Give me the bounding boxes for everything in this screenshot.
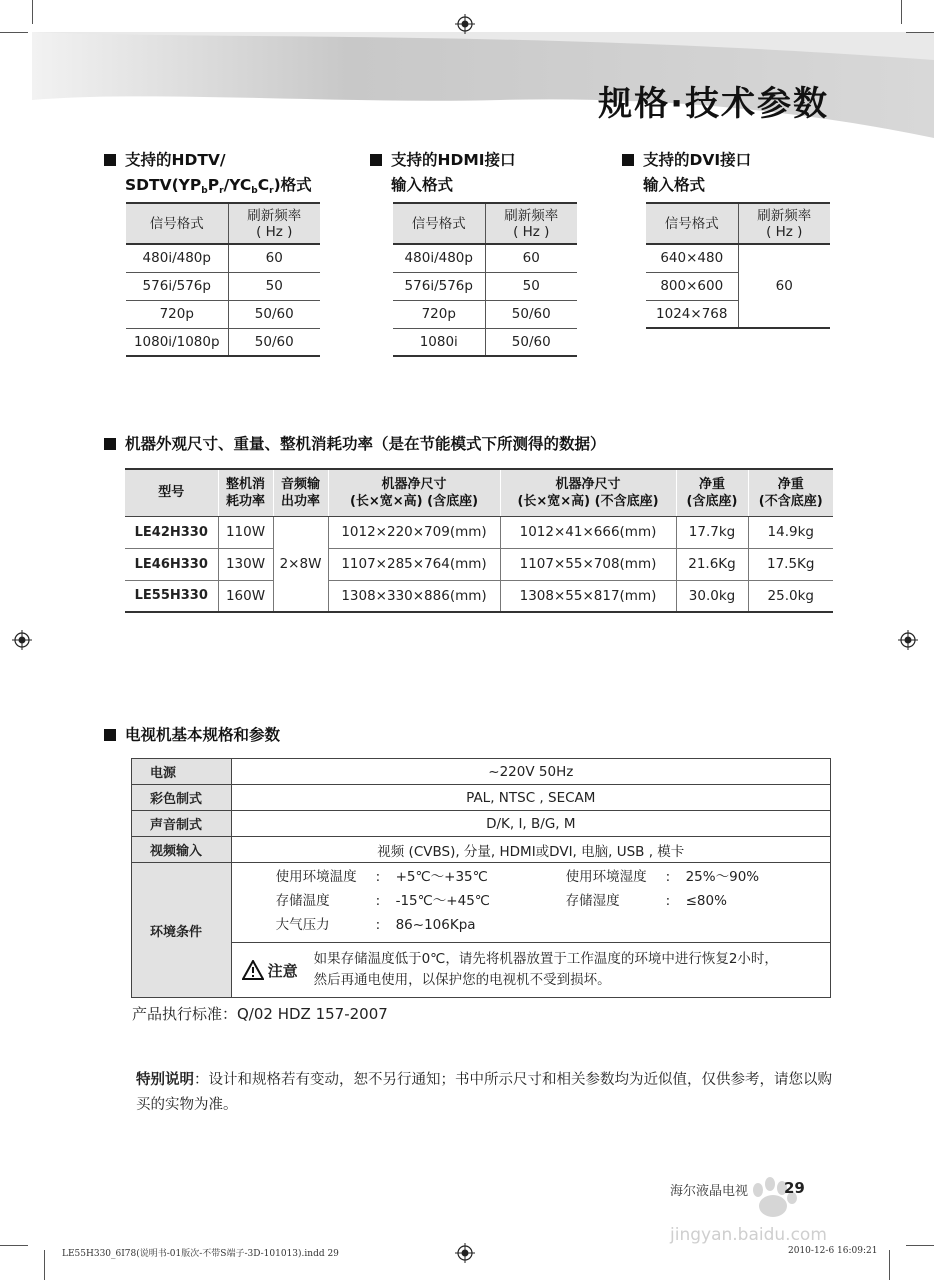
col-header-refresh: 刷新频率 ( Hz ) [228,203,320,244]
crop-mark [889,1250,890,1280]
basic-specs-section-title: 电视机基本规格和参数 [104,723,280,748]
hdtv-section-title: 支持的HDTV/ $SDTV(YP_bP_r/YC_bC_r)$格式 [104,148,312,204]
print-slug-right: 2010-12-6 16:09:21 [788,1246,878,1256]
registration-mark-icon [455,14,475,34]
crop-mark [906,32,934,33]
table-row: 800×600 [646,272,830,300]
hdtv-format-table [126,202,320,357]
dvi-refresh-value: 60 [738,244,830,328]
table-row: LE46H330 130W 1107×285×764(mm) 1107×55×708(mm) 21.6Kg 17.5Kg [125,548,833,580]
col-header-weight-without-stand: 净重 (不含底座) [748,469,833,516]
environment-conditions: 使用环境温度 : +5℃～+35℃ 使用环境湿度 : 25%～90% 存储温度 : -15℃～+45℃ 存储湿度 : ≤80% 大气压力 : 86~106Kpa [275,869,760,933]
table-row: 576i/576p 50 [126,272,320,300]
col-header-refresh: 刷新频率 ( Hz ) [485,203,577,244]
baidu-watermark-icon [660,1150,885,1250]
table-row: 视频输入 视频 (CVBS), 分量, HDMI或DVI, 电脑, USB , 模卡 [132,837,831,863]
environment-row: 环境条件 使用环境温度 : +5℃～+35℃ 使用环境湿度 : 25%～90% 存储温度 : -15℃～+45℃ 存储湿度 : ≤80% 大气压力 : 86~106Kpa 注意 如果存储温度低于0℃，请先将机器放置于工作温度的环境中进行恢复2小时， 然后再通电使用，以保护您的电视机不受到损坏。 [132,863,831,998]
crop-mark [44,1250,45,1280]
col-header-power: 整机消 耗功率 [218,469,273,516]
table-row: LE55H330 160W 1308×330×886(mm) 1308×55×817(mm) 30.0kg 25.0kg [125,580,833,612]
dimensions-section-title: 机器外观尺寸、重量、整机消耗功率（是在节能模式下所测得的数据） [104,432,606,457]
col-header-size-without-stand: 机器净尺寸 (长×宽×高) (不含底座) [500,469,676,516]
dvi-format-table [646,202,830,329]
special-note: 特别说明：设计和规格若有变动，恕不另行通知；书中所示尺寸和相关参数均为近似值，仅供参考，请您以购买的实物为准。 [136,1072,832,1113]
svg-text:jingyan.baidu.com: jingyan.baidu.com [670,1225,827,1245]
table-row: 720p 50/60 [393,300,577,328]
table-row: 电源 ~220V 50Hz [132,759,831,785]
registration-mark-icon [12,630,32,650]
hdmi-format-table [393,202,577,357]
footer-brand: 海尔液晶电视 [670,1184,749,1199]
bullet-square-icon [104,438,116,450]
basic-specs-table [131,758,831,998]
bullet-square-icon [104,154,116,166]
crop-mark [32,0,33,24]
table-row: 480i/480p 60 [393,244,577,272]
table-row: 彩色制式 PAL, NTSC , SECAM [132,785,831,811]
crop-mark [0,1245,28,1246]
crop-mark [0,32,28,33]
hdmi-section-title: 支持的HDMI接口 输入格式 [370,148,516,198]
page-title: 规格·技术参数 [598,84,829,124]
table-row: 声音制式 D/K, I, B/G, M [132,811,831,837]
col-header-model: 型号 [125,469,218,516]
col-header-weight-with-stand: 净重 (含底座) [676,469,748,516]
dvi-section-title: 支持的DVI接口 输入格式 [622,148,751,198]
bullet-square-icon [370,154,382,166]
product-standard: 产品执行标准：Q/02 HDZ 157-2007 [132,1005,388,1023]
registration-mark-icon [898,630,918,650]
col-header-format: 信号格式 [393,203,485,244]
caution-note: 注意 如果存储温度低于0℃，请先将机器放置于工作温度的环境中进行恢复2小时， 然后再通电使用，以保护您的电视机不受到损坏。 [232,942,830,997]
col-header-audio: 音频输 出功率 [273,469,328,516]
table-row: LE42H330 110W 2×8W 1012×220×709(mm) 1012×41×666(mm) 17.7kg 14.9kg [125,516,833,548]
crop-mark [906,1245,934,1246]
table-row: 1080i 50/60 [393,328,577,356]
table-row: 720p 50/60 [126,300,320,328]
bullet-square-icon [104,729,116,741]
registration-mark-icon [455,1243,475,1263]
col-header-format: 信号格式 [646,203,738,244]
table-row: 1080i/1080p 50/60 [126,328,320,356]
col-header-format: 信号格式 [126,203,228,244]
bullet-square-icon [622,154,634,166]
crop-mark [901,0,902,24]
col-header-refresh: 刷新频率 ( Hz ) [738,203,830,244]
col-header-size-with-stand: 机器净尺寸 (长×宽×高) (含底座) [328,469,500,516]
dimensions-table [125,468,833,613]
audio-output-value: 2×8W [273,516,328,612]
print-slug-left: LE55H330_6I78(说明书-01版次-不带S端子-3D-101013).indd 29 [62,1249,339,1259]
table-row: 1024×768 [646,300,830,328]
table-row: 640×480 60 [646,244,830,272]
page-number: 29 [784,1179,805,1197]
table-row: 576i/576p 50 [393,272,577,300]
warning-icon [242,960,264,980]
table-row: 480i/480p 60 [126,244,320,272]
